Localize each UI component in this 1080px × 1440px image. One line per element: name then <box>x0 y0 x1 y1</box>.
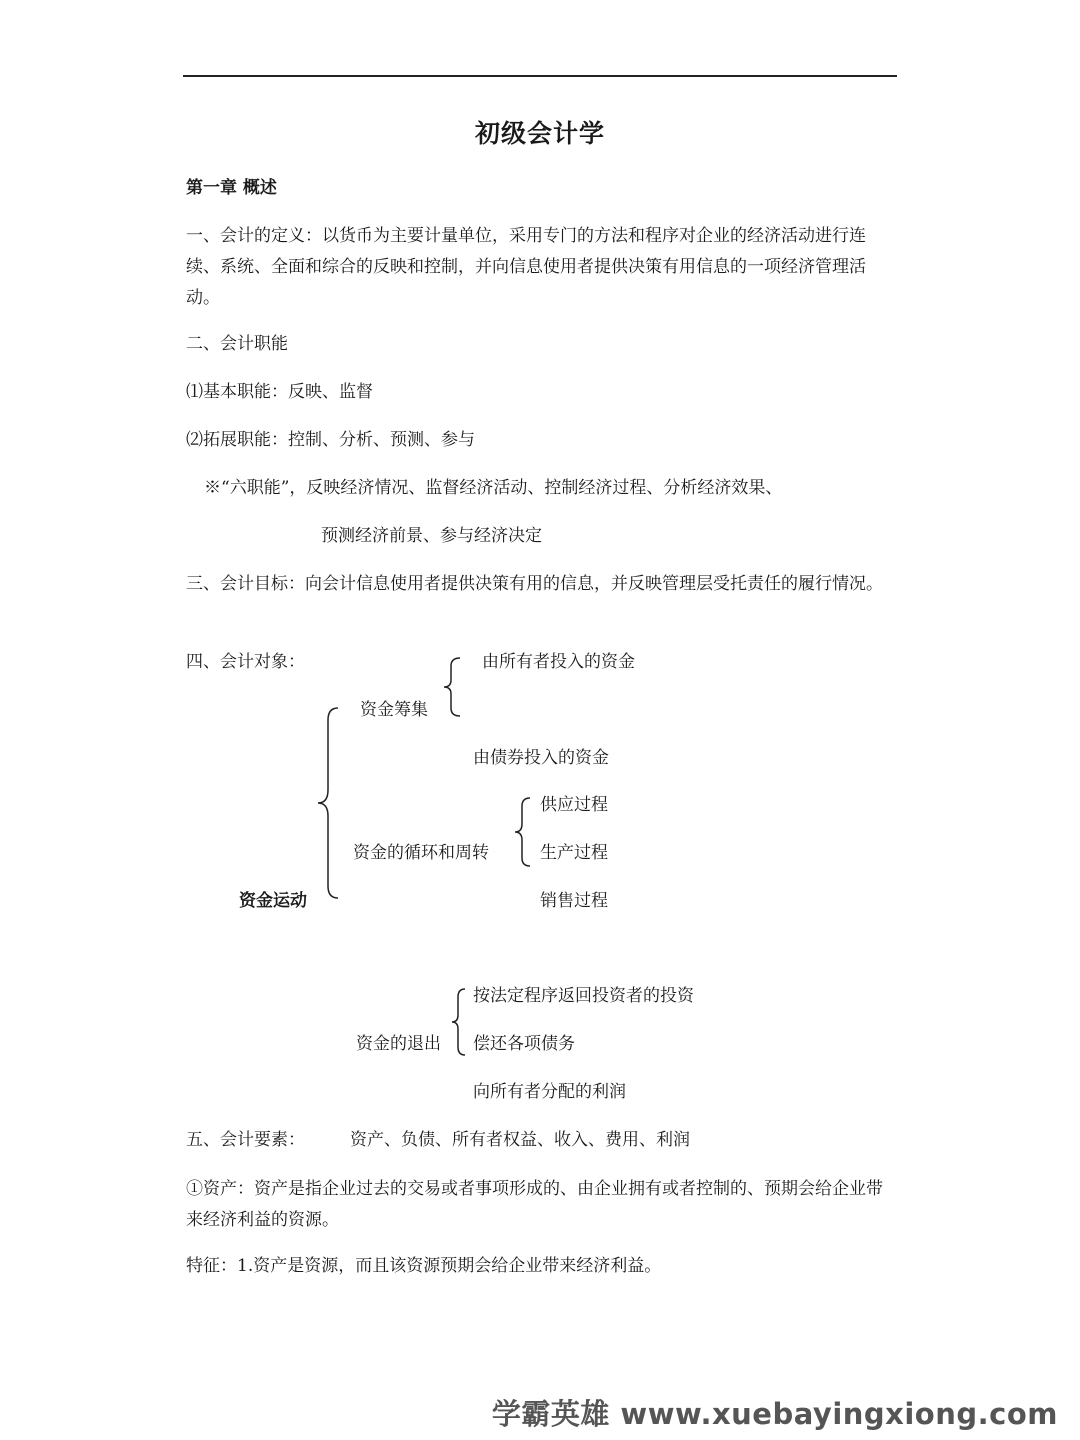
root-node: 资金运动 <box>239 891 307 911</box>
elements-list: 资产、负债、所有者权益、收入、费用、利润 <box>350 1130 690 1150</box>
definition-paragraph: 一、会计的定义：以货币为主要计量单位，采用专门的方法和程序对企业的经济活动进行连续、系统、全面和综合的反映和控制，并向信息使用者提供决策有用信息的一项经济管理活动。 <box>186 226 866 308</box>
asset-definition: ①资产：资产是指企业过去的交易或者事项形成的、由企业拥有或者控制的、预期会给企业带来经济利益的资源。 <box>186 1179 883 1230</box>
raise-owner: 由所有者投入的资金 <box>482 652 635 672</box>
exit-profit: 向所有者分配的利润 <box>473 1082 626 1102</box>
brace-root <box>314 706 342 900</box>
header-rule <box>183 75 897 77</box>
brace-exit <box>448 987 468 1057</box>
cycle-node: 资金的循环和周转 <box>353 843 489 863</box>
extended-functions: ⑵拓展职能：控制、分析、预测、参与 <box>186 430 475 450</box>
basic-functions: ⑴基本职能：反映、监督 <box>186 382 373 402</box>
cycle-supply: 供应过程 <box>540 795 608 815</box>
document-title: 初级会计学 <box>474 119 605 148</box>
object-heading: 四、会计对象： <box>186 652 305 672</box>
raise-debt: 由债券投入的资金 <box>473 748 609 768</box>
brace-cycle <box>510 796 534 868</box>
asset-feature: 特征：1.资产是资源，而且该资源预期会给企业带来经济利益。 <box>186 1256 662 1276</box>
raise-node: 资金筹集 <box>360 700 428 720</box>
cycle-production: 生产过程 <box>540 843 608 863</box>
goal-paragraph: 三、会计目标：向会计信息使用者提供决策有用的信息，并反映管理层受托责任的履行情况。 <box>186 574 883 594</box>
six-functions-line1: ※“六职能”，反映经济情况、监督经济活动、控制经济过程、分析经济效果、 <box>204 478 783 498</box>
elements-heading: 五、会计要素： <box>186 1130 305 1150</box>
exit-debt: 偿还各项债务 <box>473 1034 575 1054</box>
chapter-heading: 第一章 概述 <box>186 178 277 198</box>
exit-node: 资金的退出 <box>356 1034 441 1054</box>
cycle-sales: 销售过程 <box>540 891 608 911</box>
functions-heading: 二、会计职能 <box>186 334 288 354</box>
exit-return: 按法定程序返回投资者的投资 <box>473 986 694 1006</box>
watermark-footer: 学霸英雄 www.xuebayingxiong.com <box>491 1397 1058 1431</box>
six-functions-line2: 预测经济前景、参与经济决定 <box>321 526 542 546</box>
brace-raise <box>438 656 464 718</box>
